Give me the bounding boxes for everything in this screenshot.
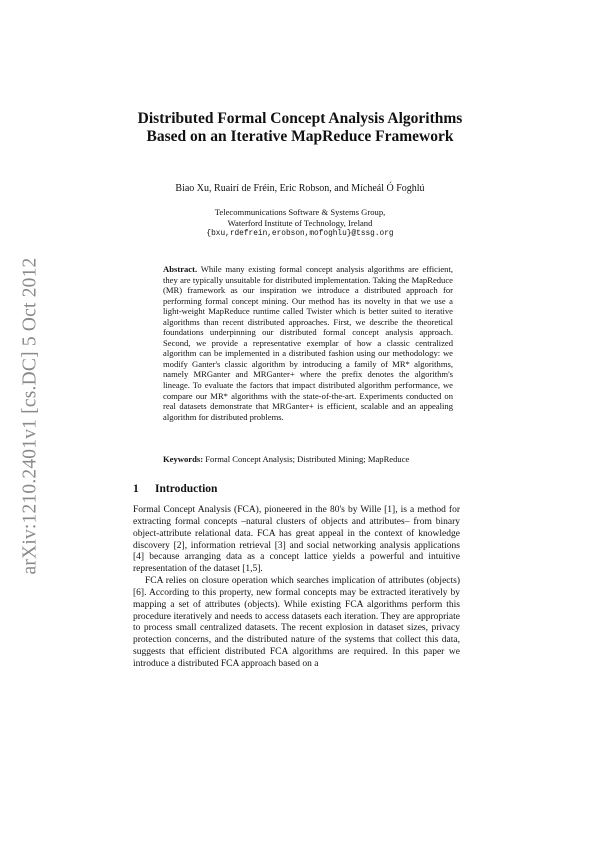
section-number: 1	[133, 483, 139, 495]
body-paragraph: Formal Concept Analysis (FCA), pioneered in the 80's by Wille [1], is a method for extracting formal concepts –natural clusters of objects and attributes– from binary object-attribute relational data. FCA has great appeal in the context of knowledge discovery [2], information retrieval [3] and social networking analysis applications [4] because arranging data as a concept lattice yields a powerful and intuitive representation of the dataset [1,5].	[133, 505, 460, 575]
abstract-label: Abstract.	[163, 264, 198, 274]
paper-title: Distributed Formal Concept Analysis Algorithms Based on an Iterative MapReduce Framework	[137, 110, 463, 145]
section-body	[133, 505, 460, 671]
author-list: Biao Xu, Ruairí de Fréin, Eric Robson, and Mícheál Ó Foghlú	[175, 183, 425, 194]
arxiv-identifier-stamp	[10, 246, 50, 586]
affiliation-emails: {bxu,rdefrein,erobson,mofoghlu}@tssg.org	[206, 230, 394, 238]
affiliation-group: Telecommunications Software & Systems Group,	[214, 207, 386, 217]
section-title: Introduction	[155, 483, 218, 495]
abstract-text: While many existing formal concept analysis algorithms are efficient, they are typically unsuitable for distributed implementation. Taking the MapReduce (MR) framework as our inspiration we introduce a distributed approach for performing formal concept mining. Our method has its novelty in that we use a light-weight MapReduce runtime called Twister which is better suited to iterative algorithms than recent distributed approaches. First, we describe the theoretical foundations underpinning our distributed formal concept analysis approach. Second, we provide a representative exemplar of how a classic centralized algorithm can be implemented in a distributed fashion using our methodology: we modify Ganter's classic algorithm by introducing a family of MR* algorithms, namely MRGanter and MRGanter+ where the prefix denotes the algorithm's lineage. To evaluate the factors that impact distributed algorithm performance, we compare our MR* algorithms with the state-of-the-art. Experiments conducted on real datasets demonstrate that MRGanter+ is efficient, scalable and an appealing algorithm for distributed problems.	[163, 264, 453, 422]
affiliation-block	[120, 207, 480, 240]
keywords	[163, 454, 463, 465]
keywords-text: Formal Concept Analysis; Distributed Mining; MapReduce	[205, 454, 410, 464]
body-paragraph: FCA relies on closure operation which searches implication of attributes (objects) [6]. According to this property, new formal concepts may be extracted iteratively by mapping a set of attributes (objects). While existing FCA algorithms perform this procedure iteratively and needs to access datasets each iteration. They are appropriate to process small centralized datasets. The recent explosion in dataset sizes, privacy protection concerns, and the distributed nature of the systems that collect this data, suggests that efficient distributed FCA algorithms are required. In this paper we introduce a distributed FCA approach based on a	[133, 576, 460, 669]
abstract	[163, 264, 453, 422]
arxiv-identifier-text: arXiv:1210.2401v1 [cs.DC] 5 Oct 2012	[19, 257, 40, 575]
section-heading	[133, 483, 217, 495]
affiliation-institute: Waterford Institute of Technology, Ireland	[227, 218, 373, 228]
keywords-label: Keywords:	[163, 454, 204, 464]
